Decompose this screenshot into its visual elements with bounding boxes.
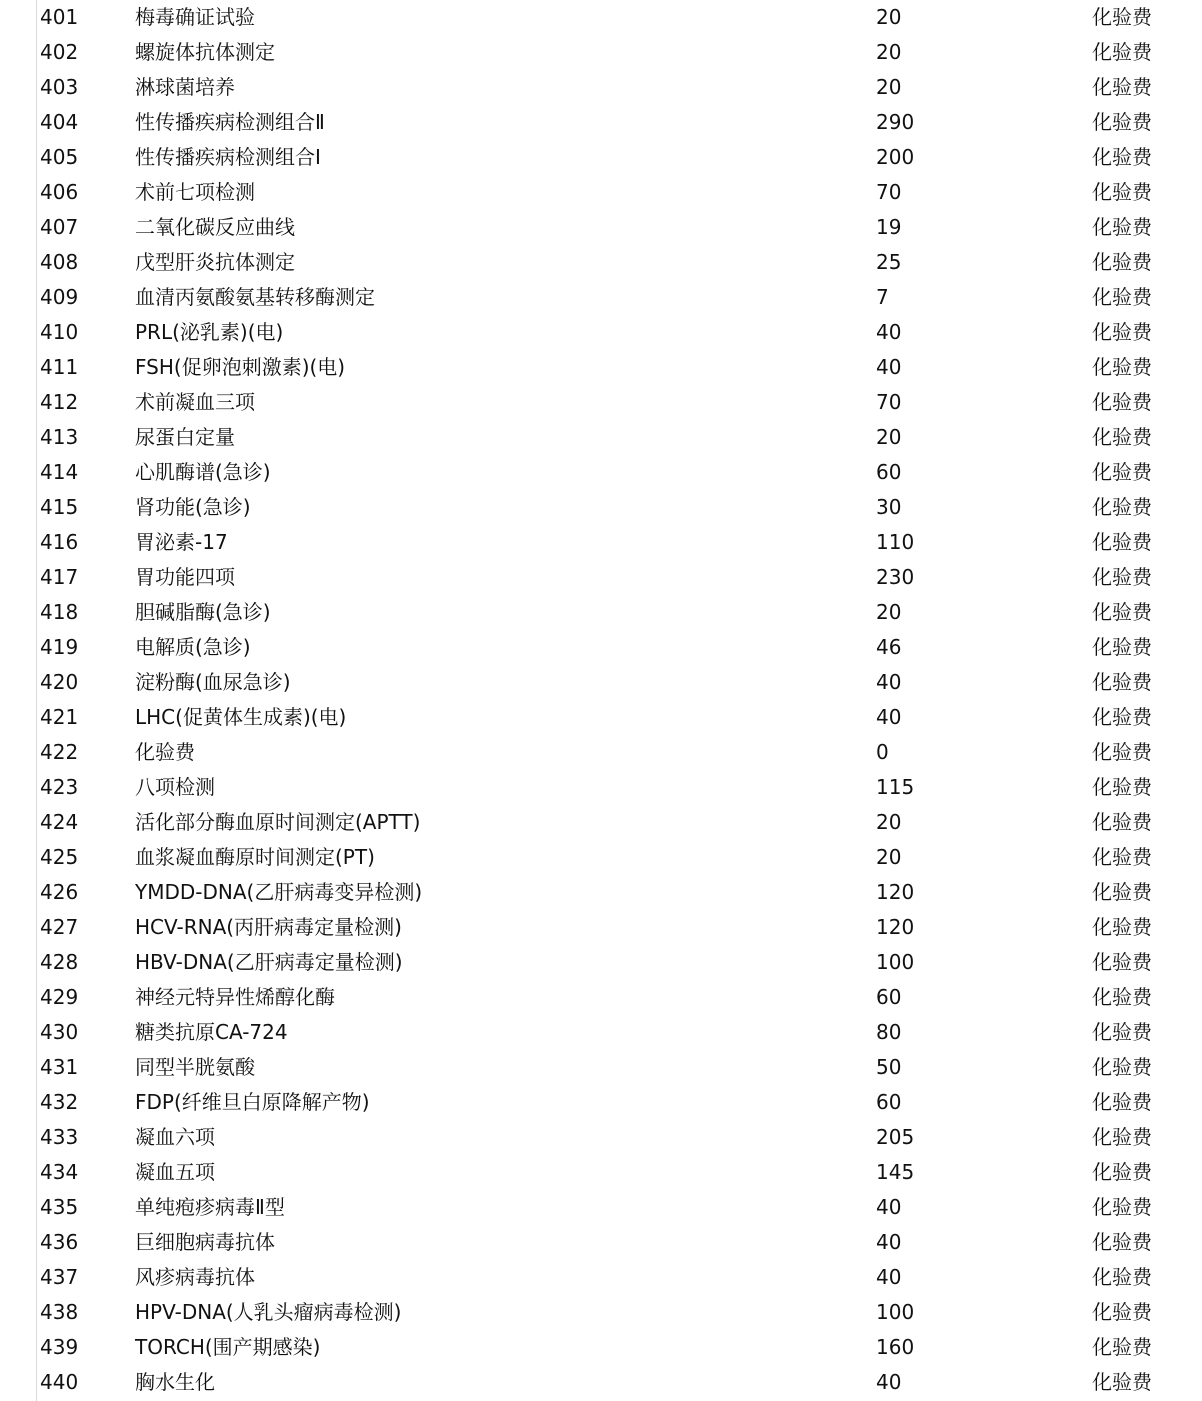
table-row bbox=[0, 700, 1202, 735]
table-row bbox=[0, 1225, 1202, 1260]
item-number: 412 bbox=[40, 390, 79, 414]
item-category: 化验费 bbox=[1092, 1335, 1152, 1359]
item-category: 化验费 bbox=[1092, 1230, 1152, 1254]
table-row bbox=[0, 665, 1202, 700]
item-category: 化验费 bbox=[1092, 355, 1152, 379]
item-category: 化验费 bbox=[1092, 425, 1152, 449]
item-price: 60 bbox=[876, 1090, 902, 1114]
item-category: 化验费 bbox=[1092, 1160, 1152, 1184]
item-price: 20 bbox=[876, 40, 902, 64]
item-price: 80 bbox=[876, 1020, 902, 1044]
item-number: 410 bbox=[40, 320, 79, 344]
table-row bbox=[0, 980, 1202, 1015]
item-number: 424 bbox=[40, 810, 79, 834]
item-number: 411 bbox=[40, 355, 79, 379]
item-category: 化验费 bbox=[1092, 1195, 1152, 1219]
item-name: FDP(纤维旦白原降解产物) bbox=[135, 1090, 370, 1114]
item-name: 淋球菌培养 bbox=[135, 75, 235, 99]
item-category: 化验费 bbox=[1092, 880, 1152, 904]
item-category: 化验费 bbox=[1092, 915, 1152, 939]
table-row bbox=[0, 1365, 1202, 1400]
item-name: 凝血五项 bbox=[135, 1160, 215, 1184]
item-name: 梅毒确证试验 bbox=[135, 5, 255, 29]
item-name: PRL(泌乳素)(电) bbox=[135, 320, 284, 344]
item-name: 神经元特异性烯醇化酶 bbox=[135, 985, 335, 1009]
item-number: 419 bbox=[40, 635, 79, 659]
item-category: 化验费 bbox=[1092, 40, 1152, 64]
item-number: 427 bbox=[40, 915, 79, 939]
item-price: 20 bbox=[876, 600, 902, 624]
item-price: 70 bbox=[876, 390, 902, 414]
item-price: 20 bbox=[876, 845, 902, 869]
table-row bbox=[0, 1015, 1202, 1050]
item-category: 化验费 bbox=[1092, 320, 1152, 344]
item-price: 20 bbox=[876, 425, 902, 449]
table-row bbox=[0, 735, 1202, 770]
table-row bbox=[0, 595, 1202, 630]
table-row bbox=[0, 280, 1202, 315]
item-price: 160 bbox=[876, 1335, 915, 1359]
item-number: 408 bbox=[40, 250, 79, 274]
item-price: 70 bbox=[876, 180, 902, 204]
item-name: 电解质(急诊) bbox=[135, 635, 251, 659]
item-price: 60 bbox=[876, 985, 902, 1009]
item-price: 205 bbox=[876, 1125, 915, 1149]
item-price: 120 bbox=[876, 915, 915, 939]
item-category: 化验费 bbox=[1092, 1300, 1152, 1324]
item-name: 单纯疱疹病毒Ⅱ型 bbox=[135, 1195, 285, 1219]
item-price: 40 bbox=[876, 1230, 902, 1254]
item-number: 405 bbox=[40, 145, 79, 169]
item-category: 化验费 bbox=[1092, 775, 1152, 799]
table-row bbox=[0, 770, 1202, 805]
item-number: 418 bbox=[40, 600, 79, 624]
item-number: 432 bbox=[40, 1090, 79, 1114]
table-row bbox=[0, 1260, 1202, 1295]
item-price: 20 bbox=[876, 810, 902, 834]
item-category: 化验费 bbox=[1092, 1090, 1152, 1114]
item-category: 化验费 bbox=[1092, 845, 1152, 869]
item-name: FSH(促卵泡刺激素)(电) bbox=[135, 355, 346, 379]
item-name: 化验费 bbox=[135, 740, 195, 764]
item-number: 425 bbox=[40, 845, 79, 869]
table-row bbox=[0, 385, 1202, 420]
item-number: 438 bbox=[40, 1300, 79, 1324]
item-name: 巨细胞病毒抗体 bbox=[135, 1230, 275, 1254]
item-number: 439 bbox=[40, 1335, 79, 1359]
table-row bbox=[0, 315, 1202, 350]
item-price: 25 bbox=[876, 250, 902, 274]
table-row bbox=[0, 910, 1202, 945]
item-number: 402 bbox=[40, 40, 79, 64]
item-name: HBV-DNA(乙肝病毒定量检测) bbox=[135, 950, 403, 974]
item-price: 30 bbox=[876, 495, 902, 519]
item-price: 40 bbox=[876, 1370, 902, 1394]
item-price: 20 bbox=[876, 5, 902, 29]
item-price: 290 bbox=[876, 110, 915, 134]
item-category: 化验费 bbox=[1092, 180, 1152, 204]
item-name: 胃功能四项 bbox=[135, 565, 235, 589]
table-row bbox=[0, 805, 1202, 840]
item-category: 化验费 bbox=[1092, 1055, 1152, 1079]
table-row bbox=[0, 105, 1202, 140]
item-name: 性传播疾病检测组合Ⅰ bbox=[135, 145, 321, 169]
item-number: 429 bbox=[40, 985, 79, 1009]
item-category: 化验费 bbox=[1092, 740, 1152, 764]
item-name: 淀粉酶(血尿急诊) bbox=[135, 670, 291, 694]
item-number: 426 bbox=[40, 880, 79, 904]
item-name: 胃泌素-17 bbox=[135, 530, 228, 554]
item-name: 糖类抗原CA-724 bbox=[135, 1020, 288, 1044]
item-price: 60 bbox=[876, 460, 902, 484]
item-category: 化验费 bbox=[1092, 635, 1152, 659]
item-category: 化验费 bbox=[1092, 1370, 1152, 1394]
item-name: HCV-RNA(丙肝病毒定量检测) bbox=[135, 915, 402, 939]
item-category: 化验费 bbox=[1092, 390, 1152, 414]
table-row bbox=[0, 175, 1202, 210]
item-name: 术前七项检测 bbox=[135, 180, 255, 204]
item-price: 50 bbox=[876, 1055, 902, 1079]
table-row bbox=[0, 210, 1202, 245]
item-name: 心肌酶谱(急诊) bbox=[135, 460, 271, 484]
item-name: YMDD-DNA(乙肝病毒变异检测) bbox=[135, 880, 423, 904]
item-price: 40 bbox=[876, 670, 902, 694]
item-name: 肾功能(急诊) bbox=[135, 495, 251, 519]
item-name: 二氧化碳反应曲线 bbox=[135, 215, 295, 239]
table-row bbox=[0, 945, 1202, 980]
item-name: 风疹病毒抗体 bbox=[135, 1265, 255, 1289]
item-category: 化验费 bbox=[1092, 810, 1152, 834]
item-name: 尿蛋白定量 bbox=[135, 425, 235, 449]
item-price: 110 bbox=[876, 530, 915, 554]
item-price: 19 bbox=[876, 215, 902, 239]
item-category: 化验费 bbox=[1092, 110, 1152, 134]
item-price: 0 bbox=[876, 740, 889, 764]
table-row bbox=[0, 630, 1202, 665]
item-number: 430 bbox=[40, 1020, 79, 1044]
item-name: 八项检测 bbox=[135, 775, 215, 799]
item-number: 420 bbox=[40, 670, 79, 694]
item-category: 化验费 bbox=[1092, 250, 1152, 274]
item-price: 115 bbox=[876, 775, 915, 799]
table-row bbox=[0, 1155, 1202, 1190]
item-category: 化验费 bbox=[1092, 495, 1152, 519]
item-number: 428 bbox=[40, 950, 79, 974]
item-price: 200 bbox=[876, 145, 915, 169]
item-number: 413 bbox=[40, 425, 79, 449]
item-number: 416 bbox=[40, 530, 79, 554]
item-price: 7 bbox=[876, 285, 889, 309]
item-category: 化验费 bbox=[1092, 705, 1152, 729]
item-name: LHC(促黄体生成素)(电) bbox=[135, 705, 347, 729]
table-row bbox=[0, 560, 1202, 595]
table-row bbox=[0, 70, 1202, 105]
item-category: 化验费 bbox=[1092, 670, 1152, 694]
item-price: 40 bbox=[876, 1195, 902, 1219]
item-category: 化验费 bbox=[1092, 75, 1152, 99]
item-price: 40 bbox=[876, 705, 902, 729]
item-category: 化验费 bbox=[1092, 460, 1152, 484]
item-number: 406 bbox=[40, 180, 79, 204]
table-row bbox=[0, 1085, 1202, 1120]
item-category: 化验费 bbox=[1092, 215, 1152, 239]
item-name: 血清丙氨酸氨基转移酶测定 bbox=[135, 285, 375, 309]
table-row bbox=[0, 455, 1202, 490]
item-category: 化验费 bbox=[1092, 285, 1152, 309]
item-number: 421 bbox=[40, 705, 79, 729]
item-category: 化验费 bbox=[1092, 1125, 1152, 1149]
item-category: 化验费 bbox=[1092, 5, 1152, 29]
item-category: 化验费 bbox=[1092, 950, 1152, 974]
table-row bbox=[0, 1190, 1202, 1225]
item-category: 化验费 bbox=[1092, 600, 1152, 624]
item-number: 431 bbox=[40, 1055, 79, 1079]
item-category: 化验费 bbox=[1092, 1020, 1152, 1044]
item-name: 胸水生化 bbox=[135, 1370, 215, 1394]
item-price: 46 bbox=[876, 635, 902, 659]
item-price: 100 bbox=[876, 1300, 915, 1324]
item-number: 423 bbox=[40, 775, 79, 799]
item-number: 409 bbox=[40, 285, 79, 309]
item-number: 417 bbox=[40, 565, 79, 589]
table-row bbox=[0, 1120, 1202, 1155]
item-name: 血浆凝血酶原时间测定(PT) bbox=[135, 845, 375, 869]
table-row bbox=[0, 1295, 1202, 1330]
table-row bbox=[0, 1050, 1202, 1085]
item-name: 凝血六项 bbox=[135, 1125, 215, 1149]
item-price: 40 bbox=[876, 1265, 902, 1289]
item-price: 230 bbox=[876, 565, 915, 589]
item-name: 胆碱脂酶(急诊) bbox=[135, 600, 271, 624]
table-row bbox=[0, 1330, 1202, 1365]
item-name: 螺旋体抗体测定 bbox=[135, 40, 275, 64]
item-number: 434 bbox=[40, 1160, 79, 1184]
item-price: 100 bbox=[876, 950, 915, 974]
item-number: 422 bbox=[40, 740, 79, 764]
item-price: 20 bbox=[876, 75, 902, 99]
item-name: TORCH(围产期感染) bbox=[135, 1335, 321, 1359]
item-price: 40 bbox=[876, 355, 902, 379]
table-row bbox=[0, 350, 1202, 385]
item-name: 术前凝血三项 bbox=[135, 390, 255, 414]
item-category: 化验费 bbox=[1092, 530, 1152, 554]
table-row bbox=[0, 245, 1202, 280]
item-name: 活化部分酶血原时间测定(APTT) bbox=[135, 810, 421, 834]
table-row bbox=[0, 525, 1202, 560]
item-number: 435 bbox=[40, 1195, 79, 1219]
item-name: 同型半胱氨酸 bbox=[135, 1055, 255, 1079]
table-row bbox=[0, 490, 1202, 525]
table-row bbox=[0, 140, 1202, 175]
item-number: 436 bbox=[40, 1230, 79, 1254]
item-number: 440 bbox=[40, 1370, 79, 1394]
item-price: 40 bbox=[876, 320, 902, 344]
item-category: 化验费 bbox=[1092, 1265, 1152, 1289]
table-row bbox=[0, 0, 1202, 35]
table-row bbox=[0, 35, 1202, 70]
table-row bbox=[0, 875, 1202, 910]
item-number: 401 bbox=[40, 5, 79, 29]
item-name: 戊型肝炎抗体测定 bbox=[135, 250, 295, 274]
item-category: 化验费 bbox=[1092, 145, 1152, 169]
item-number: 403 bbox=[40, 75, 79, 99]
item-number: 414 bbox=[40, 460, 79, 484]
item-category: 化验费 bbox=[1092, 565, 1152, 589]
item-name: HPV-DNA(人乳头瘤病毒检测) bbox=[135, 1300, 402, 1324]
item-number: 404 bbox=[40, 110, 79, 134]
table-row bbox=[0, 420, 1202, 455]
item-number: 437 bbox=[40, 1265, 79, 1289]
item-number: 433 bbox=[40, 1125, 79, 1149]
item-price: 145 bbox=[876, 1160, 915, 1184]
item-price: 120 bbox=[876, 880, 915, 904]
table-row bbox=[0, 840, 1202, 875]
item-number: 407 bbox=[40, 215, 79, 239]
item-category: 化验费 bbox=[1092, 985, 1152, 1009]
item-name: 性传播疾病检测组合Ⅱ bbox=[135, 110, 325, 134]
item-number: 415 bbox=[40, 495, 79, 519]
